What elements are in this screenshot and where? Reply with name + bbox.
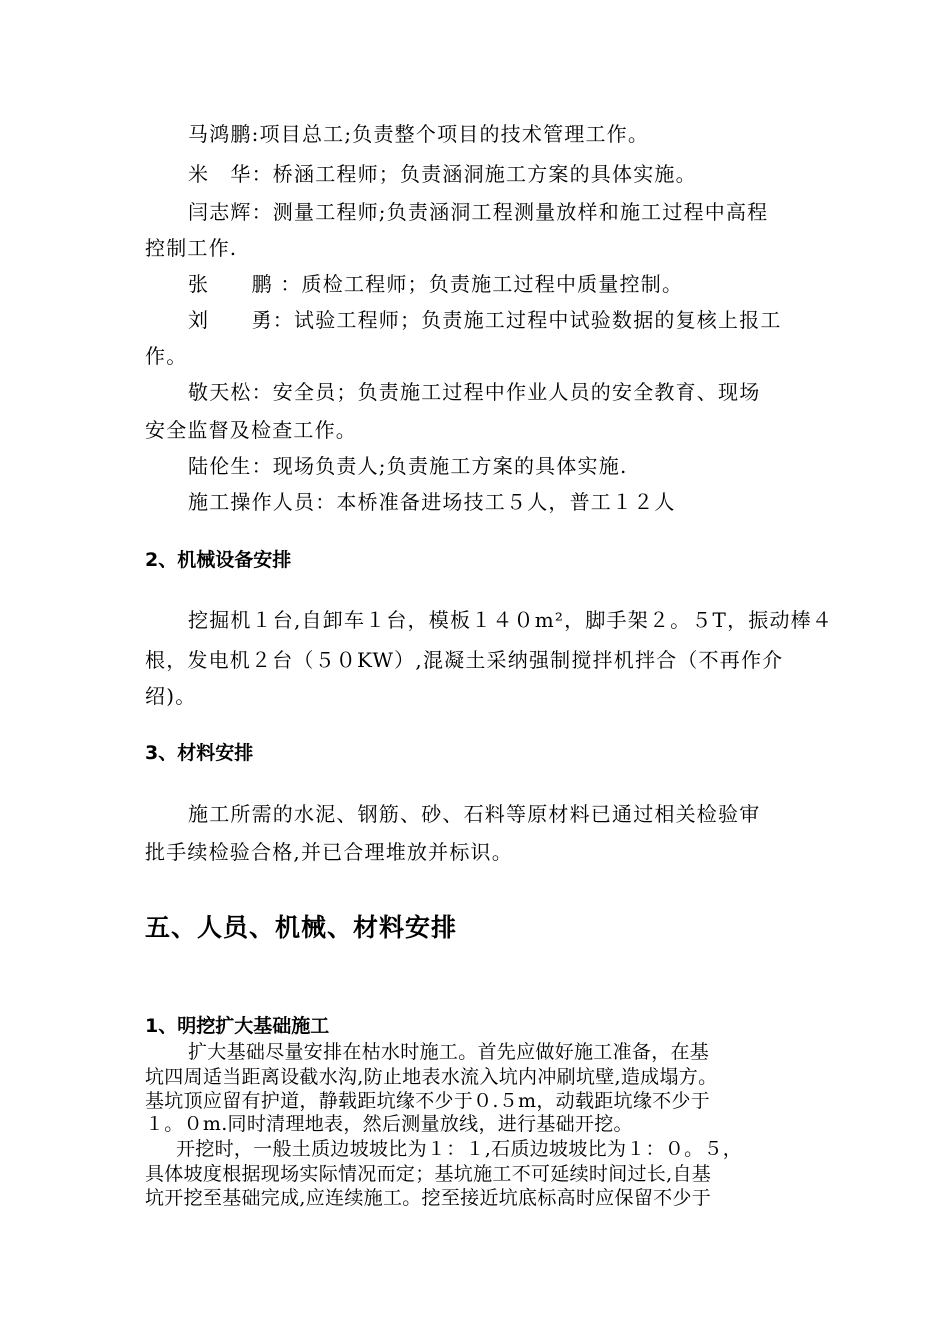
excavation-line-5: 开挖时，一般土质边坡坡比为１：１,石质边坡坡比为１：０。５， — [176, 1138, 743, 1160]
personnel-line-jing-cont: 安全监督及检查工作。 — [145, 418, 357, 442]
personnel-line-ma: 马鸿鹏:项目总工;负责整个项目的技术管理工作。 — [188, 122, 650, 146]
excavation-line-7: 坑开挖至基础完成,应连续施工。挖至接近坑底标高时应保留不少于 — [145, 1187, 712, 1209]
personnel-line-jing: 敬天松：安全员；负责施工过程中作业人员的安全教育、现场 — [188, 380, 761, 404]
excavation-line-6: 具体坡度根据现场实际情况而定；基坑施工不可延续时间过长,自基 — [145, 1163, 712, 1185]
personnel-line-workers: 施工操作人员：本桥准备进场技工５人，普工１２人 — [188, 490, 676, 514]
personnel-line-mi: 米 华：桥涵工程师；负责涵洞施工方案的具体实施。 — [188, 162, 697, 186]
machinery-line-1: 挖掘机１台,自卸车１台，模板１４０m²，脚手架２。５T，振动棒４ — [188, 608, 834, 632]
section-heading-materials: 3、材料安排 — [145, 742, 254, 764]
personnel-line-yan: 闫志辉：测量工程师;负责涵洞工程测量放样和施工过程中高程 — [188, 200, 769, 224]
chapter-heading: 五、人员、机械、材料安排 — [145, 913, 458, 942]
personnel-line-yan-cont: 控制工作. — [145, 236, 238, 260]
machinery-line-2: 根，发电机２台（５０KW）,混凝土采纳强制搅拌机拌合（不再作介 — [145, 648, 784, 672]
personnel-line-liu-cont: 作。 — [145, 344, 188, 368]
excavation-line-3: 基坑顶应留有护道，静载距坑缘不少于０.５m，动载距坑缘不少于 — [145, 1090, 711, 1112]
excavation-line-2: 坑四周适当距离设截水沟,防止地表水流入坑内冲刷坑壁,造成塌方。 — [145, 1066, 718, 1088]
subsection-heading-excavation: 1、明挖扩大基础施工 — [145, 1015, 330, 1037]
excavation-line-4: １。０m.同时清理地表，然后测量放线，进行基础开挖。 — [145, 1113, 633, 1135]
machinery-line-3: 绍)。 — [145, 684, 197, 708]
materials-line-2: 批手续检验合格,并已合理堆放并标识。 — [145, 840, 513, 864]
personnel-line-lu: 陆伦生：现场负责人;负责施工方案的具体实施. — [188, 454, 628, 478]
excavation-line-1: 扩大基础尽量安排在枯水时施工。首先应做好施工准备，在基 — [188, 1041, 710, 1063]
materials-line-1: 施工所需的水泥、钢筋、砂、石料等原材料已通过相关检验审 — [188, 802, 761, 826]
personnel-line-zhang: 张 鹏 ：质检工程师；负责施工过程中质量控制。 — [188, 272, 684, 296]
personnel-line-liu: 刘 勇：试验工程师；负责施工过程中试验数据的复核上报工 — [188, 308, 782, 332]
section-heading-machinery: 2、机械设备安排 — [145, 549, 292, 571]
